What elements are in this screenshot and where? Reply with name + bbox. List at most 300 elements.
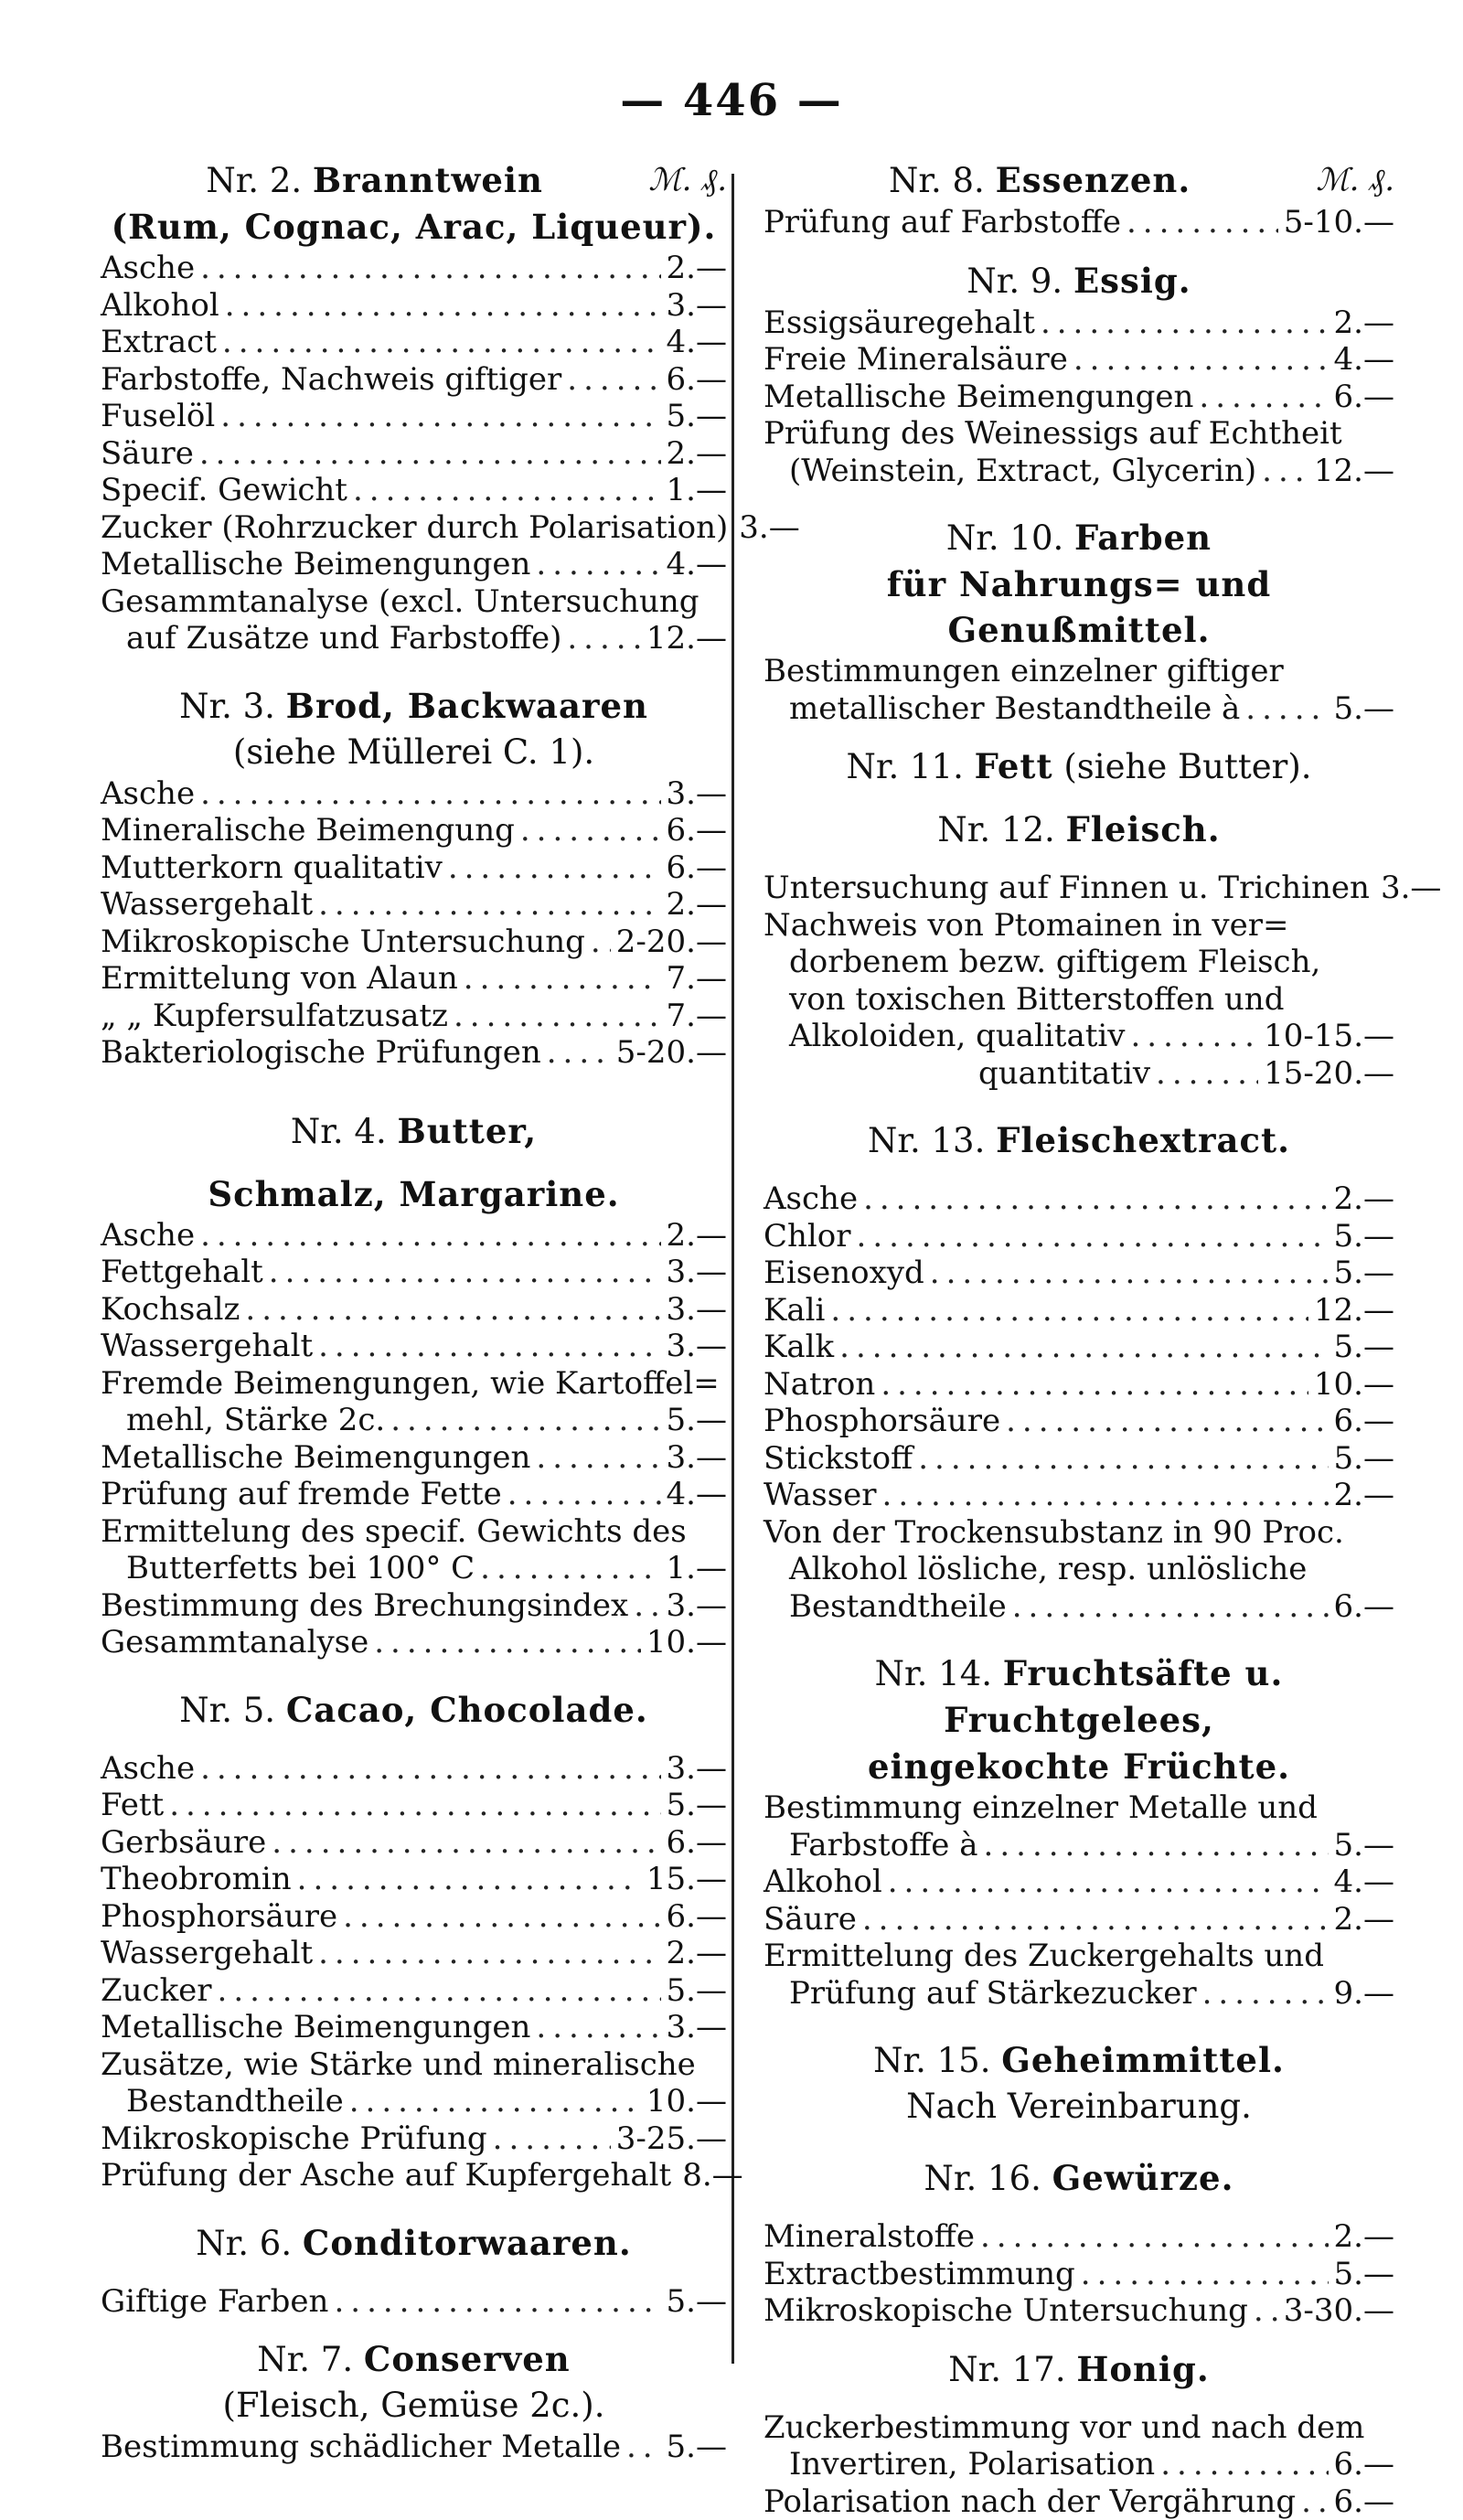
section-heading [101, 683, 727, 730]
price-row [101, 1787, 727, 1824]
section-heading [764, 2037, 1394, 2084]
price-row [764, 1588, 1394, 1626]
section-number: Nr. 8. [889, 161, 985, 200]
section-number: Nr. 6. [196, 2224, 292, 2263]
leader-dots [1081, 2256, 1329, 2293]
entry-price: 2.— [1334, 1901, 1394, 1938]
entry-price: 9.— [1334, 1975, 1394, 2013]
price-list [101, 2283, 727, 2321]
leader-dots [567, 361, 660, 399]
entry-label: Asche [101, 775, 195, 813]
page-number: — 446 — [0, 75, 1463, 126]
section-title: Fett [975, 746, 1053, 786]
leader-dots [318, 1935, 660, 1972]
leader-dots [390, 1402, 660, 1439]
leader-dots [349, 2083, 641, 2120]
left-column [101, 157, 727, 2466]
price-row [101, 250, 727, 287]
price-list [101, 1217, 727, 1365]
price-row [101, 998, 727, 1035]
price-row [764, 870, 1394, 907]
entry-price: 5.— [667, 1402, 727, 1439]
price-row [101, 2283, 727, 2321]
entry-label: „ „ Kupfersulfatzusatz [101, 998, 448, 1035]
leader-dots [480, 1550, 660, 1587]
entry-label: Alkohol [764, 1863, 882, 1901]
leader-dots [918, 1440, 1328, 1478]
price-row [101, 1972, 727, 2010]
price-row [764, 2292, 1394, 2330]
price-row [764, 341, 1394, 379]
section-title: Fleischextract. [996, 1120, 1290, 1160]
leader-dots [881, 1366, 1308, 1404]
currency-header: ℳ. ₰. [1316, 157, 1394, 203]
section-title: Butter, [398, 1111, 538, 1151]
right-column [764, 157, 1394, 2520]
section-heading [764, 1117, 1394, 1164]
entry-label: Invertiren, Polarisation [789, 2446, 1155, 2483]
leader-dots [1127, 204, 1278, 241]
leader-dots [863, 1180, 1328, 1218]
entry-label: Zucker [101, 1972, 212, 2010]
section-title: Conditorwaaren. [303, 2223, 632, 2263]
section-title: Essig. [1073, 261, 1191, 301]
price-row [101, 812, 727, 849]
entry-label: Kali [764, 1292, 825, 1329]
price-row [764, 304, 1394, 342]
section-heading [764, 806, 1394, 853]
leader-dots [334, 2283, 660, 2321]
price-list [764, 204, 1394, 241]
leader-dots [1073, 341, 1329, 379]
entry-price: 10.— [1314, 1366, 1394, 1404]
price-row [101, 1217, 727, 1255]
leader-dots [984, 1827, 1329, 1864]
section-number: Nr. 3. [179, 687, 275, 726]
price-row [101, 1254, 727, 1291]
entry-label: Asche [101, 1217, 195, 1255]
section-subtitle: (Rum, Cognac, Arac, Liqueur). [101, 204, 727, 250]
entry-label: Wasser [764, 1477, 877, 1514]
entry-price: 3.— [667, 1587, 727, 1625]
price-row [764, 1975, 1394, 2013]
entry-label: Asche [101, 250, 195, 287]
section-heading [764, 743, 1394, 790]
leader-dots [1245, 690, 1328, 728]
entry-price: 2.— [667, 886, 727, 924]
entry-price: 6.— [1334, 1403, 1394, 1440]
section-subtitle: eingekochte Früchte. [764, 1744, 1394, 1789]
price-row [764, 1218, 1394, 1255]
leader-dots [220, 398, 660, 435]
entry-price: 5.— [667, 1972, 727, 2010]
price-row [101, 849, 727, 887]
leader-dots [536, 1439, 660, 1477]
entry-price: 5.— [1334, 690, 1394, 728]
entry-label: Extract [101, 324, 217, 361]
entry-label: Eisenoxyd [764, 1255, 924, 1292]
price-row [101, 2157, 727, 2194]
entry-line: Ermittelung des specif. Gewichts des [101, 1513, 727, 1551]
entry-price: 4.— [667, 1476, 727, 1513]
entry-price: 5.— [1334, 1255, 1394, 1292]
entry-label: Prüfung auf Stärkezucker [789, 1975, 1197, 2013]
section-title: Geheimmittel. [1001, 2040, 1285, 2080]
entry-price: 2.— [667, 250, 727, 287]
entry-price: 3.— [1381, 870, 1441, 907]
section-number: Nr. 14. [875, 1654, 992, 1693]
entry-line: Zusätze, wie Stärke und mineralische [101, 2046, 727, 2084]
entry-label: Fett [101, 1787, 164, 1824]
entry-label: Fettgehalt [101, 1254, 263, 1291]
leader-dots [200, 1217, 660, 1255]
price-row [101, 2083, 727, 2120]
section-title: Essenzen. [996, 160, 1191, 200]
entry-price: 15.— [646, 1861, 727, 1898]
leader-dots [1130, 1018, 1258, 1055]
price-row [764, 1366, 1394, 1404]
entry-price: 1.— [667, 472, 727, 509]
entry-label: Giftige Farben [101, 2283, 328, 2321]
entry-line: Prüfung des Weinessigs auf Echtheit [764, 415, 1394, 453]
entry-label: Prüfung auf fremde Fette [101, 1476, 502, 1513]
entry-price: 6.— [1334, 1588, 1394, 1626]
price-list [764, 1863, 1394, 1938]
entry-label: Phosphorsäure [764, 1403, 1000, 1440]
price-row [101, 324, 727, 361]
section-title: Gewürze. [1052, 2158, 1234, 2198]
entry-label: (Weinstein, Extract, Glycerin) [789, 453, 1256, 490]
section-heading [764, 258, 1394, 304]
leader-dots [343, 1898, 660, 1936]
price-row [101, 1824, 727, 1862]
entry-price: 2.— [667, 1935, 727, 1972]
price-row [101, 1034, 727, 1072]
leader-dots [1202, 1975, 1329, 2013]
price-row [764, 1180, 1394, 1218]
entry-price: 10.— [646, 2083, 727, 2120]
entry-line: Bestimmungen einzelner giftiger [764, 653, 1394, 690]
entry-label: Extractbestimmung [764, 2256, 1075, 2293]
section-heading [101, 1108, 727, 1155]
section-subtitle: Schmalz, Margarine. [101, 1171, 727, 1217]
entry-line: Ermittelung des Zuckergehalts und [764, 1938, 1394, 1975]
price-list [101, 775, 727, 1072]
leader-dots [448, 849, 661, 887]
entry-price: 6.— [1334, 379, 1394, 416]
entry-label: Asche [764, 1180, 858, 1218]
leader-dots [1262, 453, 1308, 490]
leader-dots [1301, 2483, 1328, 2520]
price-row [764, 1827, 1394, 1864]
leader-dots [882, 1477, 1329, 1514]
leader-dots [169, 1787, 660, 1824]
price-list [101, 2120, 727, 2194]
price-row [101, 924, 727, 961]
entry-price: 6.— [667, 361, 727, 399]
entry-line: Alkohol lösliche, resp. unlösliche [764, 1551, 1394, 1588]
entry-label: Mikroskopische Untersuchung [764, 2292, 1248, 2330]
entry-label: Bestimmung schädlicher Metalle [101, 2429, 621, 2466]
entry-label: Bakteriologische Prüfungen [101, 1034, 541, 1072]
entry-price: 6.— [1334, 2483, 1394, 2520]
leader-dots [626, 2429, 661, 2466]
entry-price: 3.— [667, 2009, 727, 2046]
leader-dots [1199, 379, 1328, 416]
price-row [101, 1898, 727, 1936]
entry-label: Essigsäuregehalt [764, 304, 1035, 342]
price-row [764, 1403, 1394, 1440]
leader-dots [493, 2120, 611, 2158]
entry-label: Specif. Gewicht [101, 472, 347, 509]
price-row [101, 435, 727, 473]
price-row [764, 1292, 1394, 1329]
section-heading [101, 157, 727, 204]
leader-dots [200, 250, 660, 287]
price-row [764, 1055, 1394, 1093]
price-list [764, 2483, 1394, 2520]
section-number: Nr. 17. [948, 2350, 1065, 2389]
price-row [101, 1861, 727, 1898]
price-list [101, 250, 727, 583]
entry-line: von toxischen Bitterstoffen und [764, 981, 1394, 1019]
entry-label: Zucker (Rohrzucker durch Polarisation) [101, 509, 728, 547]
price-row [101, 546, 727, 583]
entry-label: Metallische Beimengungen [764, 379, 1193, 416]
entry-label: Asche [101, 1750, 195, 1788]
price-row [764, 1440, 1394, 1478]
leader-dots [225, 287, 661, 325]
section-heading [101, 2220, 727, 2267]
section-number: Nr. 10. [946, 518, 1063, 558]
leader-dots [1160, 2446, 1328, 2483]
entry-price: 5.— [667, 2429, 727, 2466]
section-title: Brod, Backwaaren [286, 686, 648, 726]
leader-dots [520, 812, 661, 849]
entry-price: 4.— [1334, 1863, 1394, 1901]
entry-label: Chlor [764, 1218, 851, 1255]
entry-label: Mikroskopische Prüfung [101, 2120, 487, 2158]
entry-price: 12.— [646, 620, 727, 657]
entry-line: Zuckerbestimmung vor und nach dem [764, 2409, 1394, 2447]
entry-label: Wassergehalt [101, 886, 313, 924]
section-number: Nr. 7. [257, 2340, 353, 2379]
price-row [101, 775, 727, 813]
section-number: Nr. 12. [937, 810, 1054, 849]
leader-dots [536, 546, 660, 583]
entry-price: 5.— [1334, 1329, 1394, 1366]
section-number: Nr. 5. [179, 1691, 275, 1730]
entry-price: 4.— [667, 324, 727, 361]
section-title: Fleisch. [1066, 809, 1221, 849]
section-title: Fruchtsäfte u. Fruchtgelees, [944, 1653, 1283, 1740]
entry-price: 5.— [667, 398, 727, 435]
price-row [101, 1587, 727, 1625]
price-row [101, 1935, 727, 1972]
leader-dots [269, 1254, 661, 1291]
entry-line: Fremde Beimengungen, wie Kartoffel= [101, 1365, 727, 1403]
entry-line: Gesammtanalyse (excl. Untersuchung [101, 583, 727, 621]
entry-price: 3.— [667, 1254, 727, 1291]
entry-label: Metallische Beimengungen [101, 1439, 530, 1477]
price-row [101, 2429, 727, 2466]
price-row [101, 886, 727, 924]
price-row [101, 1328, 727, 1365]
price-row [101, 1291, 727, 1329]
entry-price: 10.— [646, 1624, 727, 1661]
leader-dots [272, 1824, 660, 1862]
leader-dots [567, 620, 641, 657]
entry-label: Gesammtanalyse [101, 1624, 368, 1661]
leader-dots [318, 886, 660, 924]
entry-price: 5-20.— [616, 1034, 727, 1072]
section-title: Honig. [1076, 2349, 1209, 2389]
entry-price: 5.— [667, 1787, 727, 1824]
entry-price: 12.— [1314, 1292, 1394, 1329]
leader-dots [374, 1624, 641, 1661]
entry-label: auf Zusätze und Farbstoffe) [126, 620, 561, 657]
leader-dots [1254, 2292, 1278, 2330]
price-row [101, 509, 727, 547]
entry-label: Theobromin [101, 1861, 292, 1898]
leader-dots [464, 960, 661, 998]
column-divider [732, 174, 734, 2364]
entry-price: 6.— [667, 1824, 727, 1862]
price-row [764, 379, 1394, 416]
price-row [101, 398, 727, 435]
leader-dots [454, 998, 661, 1035]
entry-label: Farbstoffe, Nachweis giftiger [101, 361, 561, 399]
entry-label: Freie Mineralsäure [764, 341, 1068, 379]
section-subtitle: (siehe Butter). [1063, 747, 1311, 786]
section-title: Branntwein [313, 160, 543, 200]
leader-dots [1041, 304, 1329, 342]
entry-price: 5.— [1334, 1440, 1394, 1478]
entry-price: 5.— [1334, 1218, 1394, 1255]
leader-dots [353, 472, 661, 509]
entry-label: Prüfung der Asche auf Kupfergehalt [101, 2157, 671, 2194]
entry-label: Natron [764, 1366, 875, 1404]
leader-dots [930, 1255, 1329, 1292]
price-row [101, 1624, 727, 1661]
price-row [101, 472, 727, 509]
leader-dots [547, 1034, 611, 1072]
section-heading [764, 2155, 1394, 2202]
entry-label: Bestandtheile [789, 1588, 1007, 1626]
price-row [764, 690, 1394, 728]
section-subtitle: (Fleisch, Gemüse 2c.). [101, 2383, 727, 2429]
price-list [764, 304, 1394, 416]
price-row [101, 1750, 727, 1788]
price-list [101, 1439, 727, 1513]
price-row [764, 2256, 1394, 2293]
entry-label: Mutterkorn qualitativ [101, 849, 443, 887]
entry-label: quantitativ [978, 1055, 1150, 1093]
entry-label: Wassergehalt [101, 1328, 313, 1365]
price-row [764, 453, 1394, 490]
entry-price: 6.— [1334, 2446, 1394, 2483]
leader-dots [222, 324, 661, 361]
leader-dots [1006, 1403, 1328, 1440]
entry-price: 6.— [667, 1898, 727, 1936]
leader-dots [1012, 1588, 1329, 1626]
entry-price: 5-10.— [1284, 204, 1394, 241]
price-row [101, 2120, 727, 2158]
price-row [101, 1550, 727, 1587]
entry-label: Bestimmung des Brechungsindex [101, 1587, 628, 1625]
leader-dots [200, 1750, 660, 1788]
entry-price: 3.— [667, 775, 727, 813]
section-number: Nr. 9. [966, 262, 1063, 301]
leader-dots [245, 1291, 660, 1329]
entry-label: Säure [101, 435, 194, 473]
section-number: Nr. 16. [924, 2159, 1041, 2198]
leader-dots [830, 1292, 1308, 1329]
entry-price: 2.— [667, 1217, 727, 1255]
entry-price: 8.— [682, 2157, 742, 2194]
currency-header: ℳ. ₰. [648, 157, 727, 203]
entry-price: 3-25.— [616, 2120, 727, 2158]
leader-dots [218, 1972, 661, 2010]
entry-label: Wassergehalt [101, 1935, 313, 1972]
price-list [764, 1180, 1394, 1514]
entry-price: 12.— [1314, 453, 1394, 490]
entry-price: 6.— [667, 849, 727, 887]
entry-price: 3.— [667, 287, 727, 325]
entry-label: Ermittelung von Alaun [101, 960, 458, 998]
entry-label: Farbstoffe à [789, 1827, 978, 1864]
entry-label: Alkohol [101, 287, 219, 325]
leader-dots [1156, 1055, 1258, 1093]
price-list [101, 2429, 727, 2466]
entry-price: 6.— [667, 812, 727, 849]
entry-price: 3-30.— [1284, 2292, 1394, 2330]
entry-label: Alkoloiden, qualitativ [789, 1018, 1125, 1055]
entry-price: 3.— [667, 1328, 727, 1365]
price-list [101, 1587, 727, 1661]
entry-label: Stickstoff [764, 1440, 913, 1478]
leader-dots [634, 1587, 660, 1625]
section-subtitle: für Nahrungs= und Genußmittel. [764, 561, 1394, 653]
entry-label: Kalk [764, 1329, 834, 1366]
entry-price: 3.— [667, 1291, 727, 1329]
price-row [101, 2009, 727, 2046]
entry-line: Von der Trockensubstanz in 90 Proc. [764, 1514, 1394, 1552]
price-row [764, 2446, 1394, 2483]
entry-price: 2.— [1334, 1477, 1394, 1514]
leader-dots [318, 1328, 660, 1365]
leader-dots [536, 2009, 660, 2046]
section-heading [764, 1650, 1394, 1744]
entry-price: 2-20.— [616, 924, 727, 961]
leader-dots [980, 2218, 1329, 2256]
leader-dots [591, 924, 611, 961]
leader-dots [297, 1861, 641, 1898]
section-heading [764, 157, 1394, 204]
entry-price: 4.— [667, 546, 727, 583]
price-list [764, 2218, 1394, 2330]
entry-label: Untersuchung auf Finnen u. Trichinen [764, 870, 1370, 907]
section-number: Nr. 11. [846, 747, 963, 786]
entry-label: Fuselöl [101, 398, 215, 435]
entry-label: Phosphorsäure [101, 1898, 337, 1936]
entry-line: dorbenem bezw. giftigem Fleisch, [764, 944, 1394, 981]
entry-price: 15-20.— [1264, 1055, 1394, 1093]
entry-label: Kochsalz [101, 1291, 240, 1329]
price-row [101, 287, 727, 325]
entry-price: 2.— [667, 435, 727, 473]
entry-price: 2.— [1334, 304, 1394, 342]
